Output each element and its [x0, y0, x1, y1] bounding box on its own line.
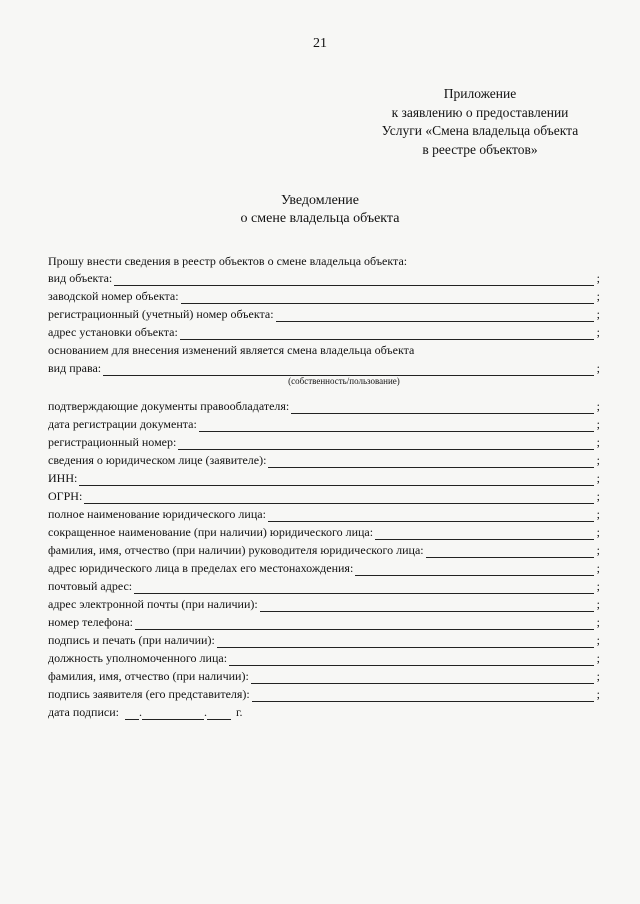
field-end-mark: ; [596, 271, 600, 285]
form-field-row[interactable] [48, 304, 600, 322]
field-end-mark: ; [596, 579, 600, 593]
form-field-row[interactable] [48, 684, 600, 702]
field-blank-line[interactable] [260, 600, 594, 612]
field-blank-line[interactable] [103, 364, 594, 376]
field-end-mark: ; [596, 543, 600, 557]
field-end-mark: ; [596, 669, 600, 683]
field-label: вид права: [48, 361, 102, 375]
field-label: подпись заявителя (его представителя): [48, 687, 250, 701]
field-blank-line[interactable] [114, 274, 593, 286]
field-label: почтовый адрес: [48, 579, 133, 593]
field-end-mark: ; [596, 399, 600, 413]
form-field-row[interactable] [48, 612, 600, 630]
field-end-mark: ; [596, 633, 600, 647]
field-end-mark: ; [596, 507, 600, 521]
field-label: полное наименование юридического лица: [48, 507, 266, 521]
field-end-mark: ; [596, 453, 600, 467]
field-blank-line[interactable] [181, 292, 594, 304]
field-end-mark: ; [596, 417, 600, 431]
field-blank-line[interactable] [199, 420, 594, 432]
year-blank[interactable] [207, 708, 231, 720]
title-line: Уведомление [280, 193, 359, 208]
form-field-row[interactable] [48, 432, 600, 450]
form-field-row[interactable] [48, 286, 600, 304]
basis-text: основанием для внесения изменений является смена владельца объекта [48, 343, 415, 357]
appendix-line: Приложение [443, 86, 517, 101]
field-blank-line[interactable] [252, 690, 594, 702]
field-label: адрес установки объекта: [48, 325, 178, 339]
field-blank-line[interactable] [375, 528, 594, 540]
field-label: сведения о юридическом лице (заявителе): [48, 453, 267, 467]
field-label: регистрационный (учетный) номер объекта: [48, 307, 274, 321]
field-blank-line[interactable] [134, 582, 594, 594]
form-field-row[interactable] [48, 486, 600, 504]
field-blank-line[interactable] [268, 456, 593, 468]
page-number: 21 [313, 36, 327, 51]
field-end-mark: ; [596, 307, 600, 321]
field-label: заводской номер объекта: [48, 289, 179, 303]
form-field-right-type[interactable] [48, 358, 600, 376]
field-blank-line[interactable] [291, 402, 593, 414]
field-blank-line[interactable] [426, 546, 594, 558]
month-blank[interactable] [142, 708, 204, 720]
date-separator: . [203, 705, 207, 719]
field-blank-line[interactable] [84, 492, 593, 504]
field-end-mark: ; [596, 435, 600, 449]
day-blank[interactable] [125, 708, 139, 720]
document-title [0, 192, 640, 228]
field-end-mark: ; [596, 651, 600, 665]
field-end-mark: ; [596, 489, 600, 503]
form-field-row[interactable] [48, 558, 600, 576]
field-label: адрес электронной почты (при наличии): [48, 597, 258, 611]
field-label: вид объекта: [48, 271, 113, 285]
form-field-row[interactable] [48, 540, 600, 558]
field-end-mark: ; [596, 687, 600, 701]
date-separator: . [138, 705, 142, 719]
field-label: дата регистрации документа: [48, 417, 197, 431]
field-label: адрес юридического лица в пределах его местонахождения: [48, 561, 354, 575]
field-label: ОГРН: [48, 489, 83, 503]
field-label: фамилия, имя, отчество (при наличии): [48, 669, 249, 683]
form-field-row[interactable] [48, 522, 600, 540]
form-field-row[interactable] [48, 468, 600, 486]
form-field-row[interactable] [48, 414, 600, 432]
field-end-mark: ; [596, 615, 600, 629]
field-blank-line[interactable] [251, 672, 594, 684]
field-blank-line[interactable] [135, 618, 594, 630]
appendix-header [330, 85, 630, 159]
form-fields [48, 268, 600, 720]
year-suffix: г. [235, 705, 243, 719]
signature-date-label: дата подписи: [48, 705, 119, 719]
intro-text: Прошу внести сведения в реестр объектов о смене владельца объекта: [48, 254, 408, 268]
form-field-row[interactable] [48, 396, 600, 414]
field-label: подтверждающие документы правообладателя: [48, 399, 290, 413]
form-field-row[interactable] [48, 576, 600, 594]
field-end-mark: ; [596, 525, 600, 539]
right-type-hint: (собственность/пользование) [288, 376, 400, 386]
field-blank-line[interactable] [180, 328, 594, 340]
field-blank-line[interactable] [355, 564, 593, 576]
field-end-mark: ; [596, 325, 600, 339]
signature-date-row [48, 702, 600, 720]
field-label: регистрационный номер: [48, 435, 177, 449]
field-blank-line[interactable] [79, 474, 593, 486]
form-field-row[interactable] [48, 666, 600, 684]
field-blank-line[interactable] [217, 636, 594, 648]
form-field-row[interactable] [48, 630, 600, 648]
form-field-row[interactable] [48, 504, 600, 522]
form-field-row[interactable] [48, 322, 600, 340]
title-line: о смене владельца объекта [240, 211, 400, 226]
field-label: сокращенное наименование (при наличии) юридического лица: [48, 525, 374, 539]
field-label: номер телефона: [48, 615, 134, 629]
form-field-row[interactable] [48, 268, 600, 286]
field-label: ИНН: [48, 471, 78, 485]
form-field-row[interactable] [48, 648, 600, 666]
field-label: фамилия, имя, отчество (при наличии) руководителя юридического лица: [48, 543, 424, 557]
field-end-mark: ; [596, 561, 600, 575]
field-blank-line[interactable] [178, 438, 593, 450]
appendix-line: к заявлению о предоставлении [391, 104, 569, 120]
form-field-row[interactable] [48, 594, 600, 612]
appendix-line: Услуги «Смена владельца объекта [381, 123, 579, 138]
field-end-mark: ; [596, 289, 600, 303]
field-blank-line[interactable] [268, 510, 594, 522]
field-end-mark: ; [596, 361, 600, 375]
appendix-line: в реестре объектов» [422, 141, 538, 157]
field-end-mark: ; [596, 471, 600, 485]
field-blank-line[interactable] [229, 654, 594, 666]
field-end-mark: ; [596, 597, 600, 611]
field-blank-line[interactable] [276, 310, 594, 322]
field-label: должность уполномоченного лица: [48, 651, 228, 665]
form-field-row[interactable] [48, 450, 600, 468]
field-label: подпись и печать (при наличии): [48, 633, 215, 647]
